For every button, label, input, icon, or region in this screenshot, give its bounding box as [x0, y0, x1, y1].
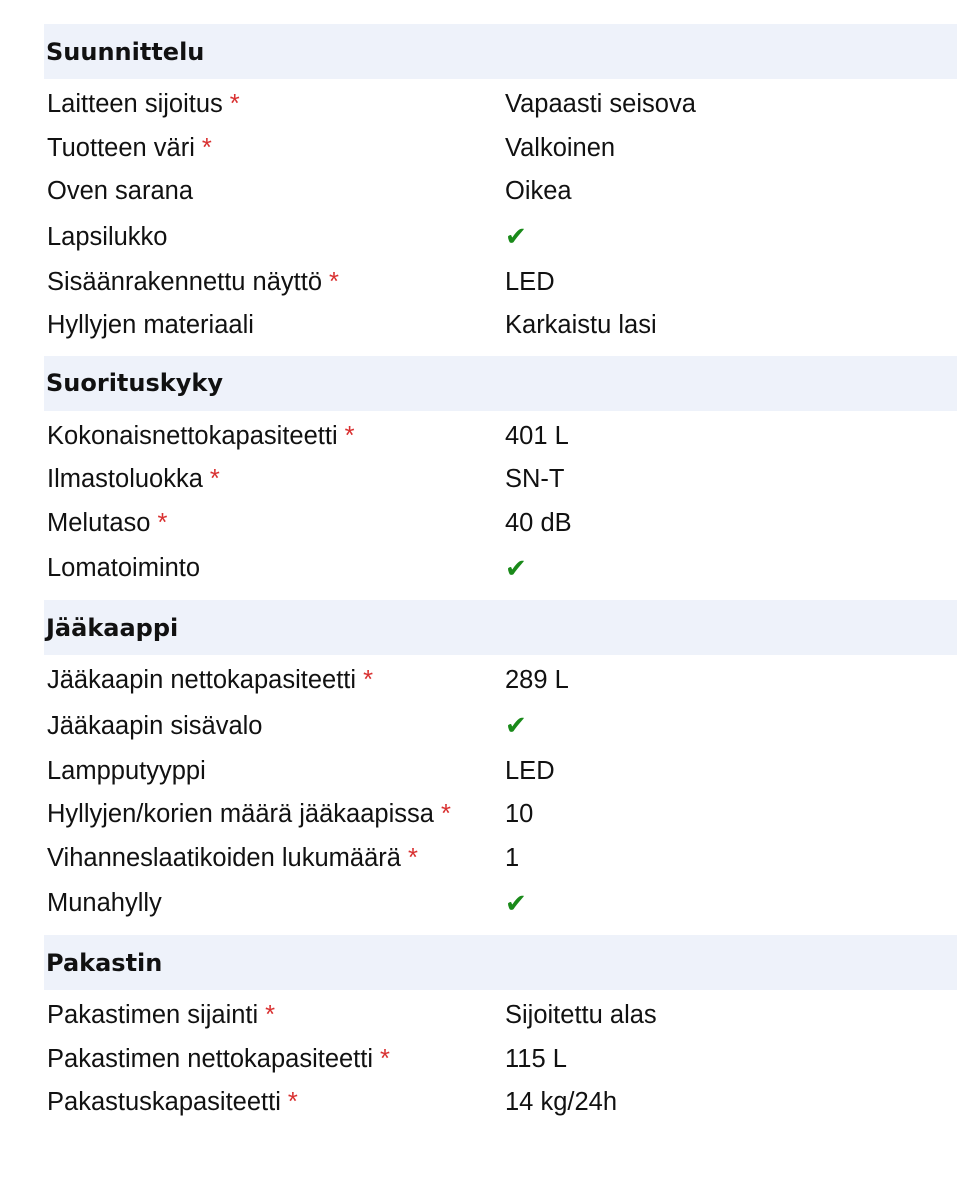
- spec-value: 401 L: [505, 421, 569, 450]
- spec-label: [44, 554, 505, 583]
- required-marker: *: [344, 421, 355, 450]
- spec-label: [44, 800, 505, 829]
- spec-row: [44, 304, 957, 348]
- spec-value: 10: [505, 800, 534, 829]
- spec-table: [44, 24, 957, 1133]
- spec-row: [44, 261, 957, 305]
- required-marker: *: [363, 666, 373, 695]
- spec-label: [44, 889, 505, 918]
- section-title: Suorituskyky: [44, 356, 957, 411]
- check-icon: ✔: [505, 711, 527, 741]
- section-rows: [44, 990, 957, 1133]
- required-marker: *: [265, 1001, 276, 1030]
- spec-label: [44, 90, 505, 119]
- spec-label-text: Tuotteen väri: [47, 133, 195, 162]
- required-marker: *: [407, 843, 418, 872]
- spec-label-text: Pakastimen nettokapasiteetti: [47, 1044, 374, 1073]
- spec-label-text: Lomatoiminto: [47, 554, 201, 582]
- spec-value: 289 L: [505, 666, 569, 695]
- spec-row: [44, 458, 957, 502]
- spec-value: Valkoinen: [505, 133, 616, 162]
- spec-label-text: Oven sarana: [47, 177, 194, 206]
- spec-label-text: Melutaso: [47, 508, 151, 537]
- spec-label: [44, 1088, 505, 1117]
- spec-label: [44, 223, 505, 252]
- spec-label-text: Hyllyjen materiaali: [47, 311, 254, 340]
- spec-label: [44, 311, 505, 340]
- required-marker: *: [287, 1088, 298, 1117]
- spec-value: Vapaasti seisova: [505, 90, 696, 119]
- spec-row: [44, 83, 957, 127]
- section-title: Suunnittelu: [44, 24, 957, 79]
- spec-label-text: Munahylly: [47, 889, 162, 917]
- spec-row: [44, 1081, 957, 1125]
- check-icon: ✔: [505, 888, 527, 919]
- spec-label-text: Jääkaapin nettokapasiteetti: [47, 666, 357, 695]
- section-title: Jääkaappi: [44, 600, 957, 655]
- section-suunnittelu: [44, 24, 957, 356]
- section-jaakaappi: [44, 600, 957, 935]
- required-marker: *: [380, 1044, 390, 1073]
- spec-label-text: Jääkaapin sisävalo: [47, 711, 263, 740]
- spec-label: [44, 666, 505, 695]
- spec-row: [44, 880, 957, 927]
- section-rows: [44, 79, 957, 356]
- section-rows: [44, 655, 957, 935]
- spec-row: [44, 750, 957, 794]
- check-icon: ✔: [505, 553, 527, 584]
- spec-row: [44, 545, 957, 592]
- spec-row: [44, 214, 957, 261]
- spec-value: LED: [505, 267, 555, 296]
- spec-row: [44, 170, 957, 214]
- spec-label-text: Pakastuskapasiteetti: [47, 1088, 281, 1117]
- spec-label-text: Kokonaisnettokapasiteetti: [47, 421, 338, 450]
- spec-label-text: Laitteen sijoitus: [47, 90, 223, 119]
- spec-row: [44, 837, 957, 881]
- spec-value: 14 kg/24h: [505, 1088, 618, 1117]
- spec-row: [44, 1038, 957, 1082]
- spec-label: [44, 757, 505, 786]
- spec-row: [44, 127, 957, 171]
- spec-value: 115 L: [505, 1044, 567, 1073]
- spec-label-text: Hyllyjen/korien määrä jääkaapissa: [47, 800, 434, 829]
- spec-row: [44, 415, 957, 459]
- spec-row: [44, 502, 957, 546]
- spec-label-text: Lampputyyppi: [47, 756, 206, 785]
- spec-label-text: Lapsilukko: [47, 222, 168, 251]
- spec-label: [44, 422, 505, 451]
- spec-label: [44, 268, 505, 297]
- required-marker: *: [209, 465, 220, 494]
- spec-value: Sijoitettu alas: [505, 1001, 657, 1030]
- spec-label: [44, 712, 505, 741]
- required-marker: *: [157, 508, 168, 537]
- section-suorituskyky: [44, 356, 957, 601]
- spec-label: [44, 177, 505, 206]
- spec-row: [44, 703, 957, 750]
- spec-row: [44, 994, 957, 1038]
- spec-value: 40 dB: [505, 508, 572, 537]
- required-marker: *: [329, 267, 339, 296]
- section-pakastin: [44, 935, 957, 1133]
- section-title: Pakastin: [44, 935, 957, 990]
- spec-label: [44, 509, 505, 538]
- check-icon: ✔: [505, 222, 527, 252]
- required-marker: *: [229, 90, 240, 119]
- spec-label: [44, 134, 505, 163]
- spec-value: LED: [505, 756, 555, 785]
- spec-row: [44, 793, 957, 837]
- spec-value: SN-T: [505, 465, 565, 494]
- spec-label: [44, 465, 505, 494]
- spec-value: 1: [505, 843, 520, 872]
- spec-label-text: Pakastimen sijainti: [47, 1001, 259, 1030]
- spec-label: [44, 1045, 505, 1074]
- spec-label-text: Sisäänrakennettu näyttö: [47, 267, 323, 296]
- spec-value: Oikea: [505, 177, 572, 206]
- section-rows: [44, 411, 957, 601]
- spec-label: [44, 1001, 505, 1030]
- spec-label: [44, 844, 505, 873]
- required-marker: *: [201, 133, 212, 162]
- spec-value: Karkaistu lasi: [505, 311, 657, 340]
- spec-row: [44, 659, 957, 703]
- spec-label-text: Vihanneslaatikoiden lukumäärä: [47, 843, 401, 872]
- spec-label-text: Ilmastoluokka: [47, 465, 203, 494]
- required-marker: *: [440, 800, 451, 829]
